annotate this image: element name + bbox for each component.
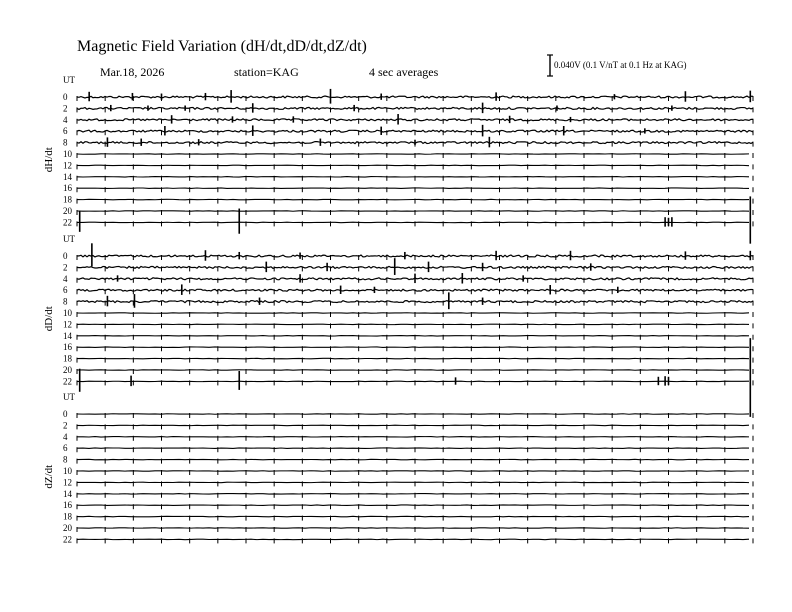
hour-label: 0 bbox=[63, 409, 68, 419]
trace-row bbox=[77, 516, 749, 517]
ut-axis-label: UT bbox=[63, 234, 75, 244]
trace-row bbox=[77, 482, 749, 483]
panel-label-dzdt: dZ/dt bbox=[43, 464, 55, 489]
hour-label: 22 bbox=[63, 376, 72, 387]
panel-label-dhdt: dH/dt bbox=[43, 147, 55, 173]
hour-label: 2 bbox=[63, 420, 68, 431]
hour-label: 4 bbox=[63, 431, 68, 442]
hour-label: 12 bbox=[63, 160, 72, 171]
hour-label: 20 bbox=[63, 365, 72, 375]
hour-label: 16 bbox=[63, 183, 72, 194]
hour-label: 18 bbox=[63, 194, 72, 205]
hour-label: 10 bbox=[63, 308, 72, 318]
trace-row bbox=[77, 471, 749, 472]
hour-label: 18 bbox=[63, 353, 72, 364]
hour-label: 8 bbox=[63, 137, 68, 148]
hour-label: 14 bbox=[63, 488, 72, 499]
averaging-label: 4 sec averages bbox=[369, 65, 439, 79]
trace-row bbox=[77, 347, 749, 348]
hour-label: 6 bbox=[63, 285, 68, 296]
trace-row bbox=[77, 188, 749, 189]
trace-row bbox=[77, 313, 749, 314]
hour-label: 0 bbox=[63, 251, 68, 261]
hour-label: 16 bbox=[63, 500, 72, 511]
hour-label: 20 bbox=[63, 523, 72, 533]
trace-row bbox=[77, 381, 749, 382]
hour-label: 22 bbox=[63, 534, 72, 545]
hour-label: 14 bbox=[63, 330, 72, 341]
hour-label: 4 bbox=[63, 273, 68, 284]
hour-label: 18 bbox=[63, 511, 72, 522]
hour-label: 10 bbox=[63, 466, 72, 476]
hour-label: 14 bbox=[63, 171, 72, 182]
trace-row bbox=[77, 199, 749, 200]
scale-bar-label: 0.040V (0.1 V/nT at 0.1 Hz at KAG) bbox=[554, 60, 687, 70]
trace-row bbox=[77, 370, 749, 371]
hour-label: 6 bbox=[63, 443, 68, 454]
ut-axis-label: UT bbox=[63, 392, 75, 402]
date-label: Mar.18, 2026 bbox=[100, 65, 165, 79]
hour-label: 8 bbox=[63, 296, 68, 307]
hour-label: 16 bbox=[63, 342, 72, 353]
trace-row bbox=[77, 222, 749, 223]
trace-row bbox=[77, 528, 749, 529]
hour-label: 6 bbox=[63, 126, 68, 137]
trace-row bbox=[77, 459, 749, 460]
hour-label: 0 bbox=[63, 92, 68, 102]
hour-label: 20 bbox=[63, 206, 72, 216]
station-label: station=KAG bbox=[234, 65, 299, 79]
hour-label: 2 bbox=[63, 103, 68, 114]
trace-row bbox=[77, 448, 749, 449]
hour-label: 10 bbox=[63, 149, 72, 159]
panel-label-dddt: dD/dt bbox=[43, 306, 55, 332]
ut-axis-label: UT bbox=[63, 75, 75, 85]
hour-label: 12 bbox=[63, 319, 72, 330]
hour-label: 8 bbox=[63, 454, 68, 465]
trace-row bbox=[77, 414, 749, 415]
hour-label: 22 bbox=[63, 217, 72, 228]
hour-label: 2 bbox=[63, 262, 68, 273]
hour-label: 12 bbox=[63, 477, 72, 488]
chart-title: Magnetic Field Variation (dH/dt,dD/dt,dZ/dt) bbox=[77, 38, 367, 55]
hour-label: 4 bbox=[63, 114, 68, 125]
